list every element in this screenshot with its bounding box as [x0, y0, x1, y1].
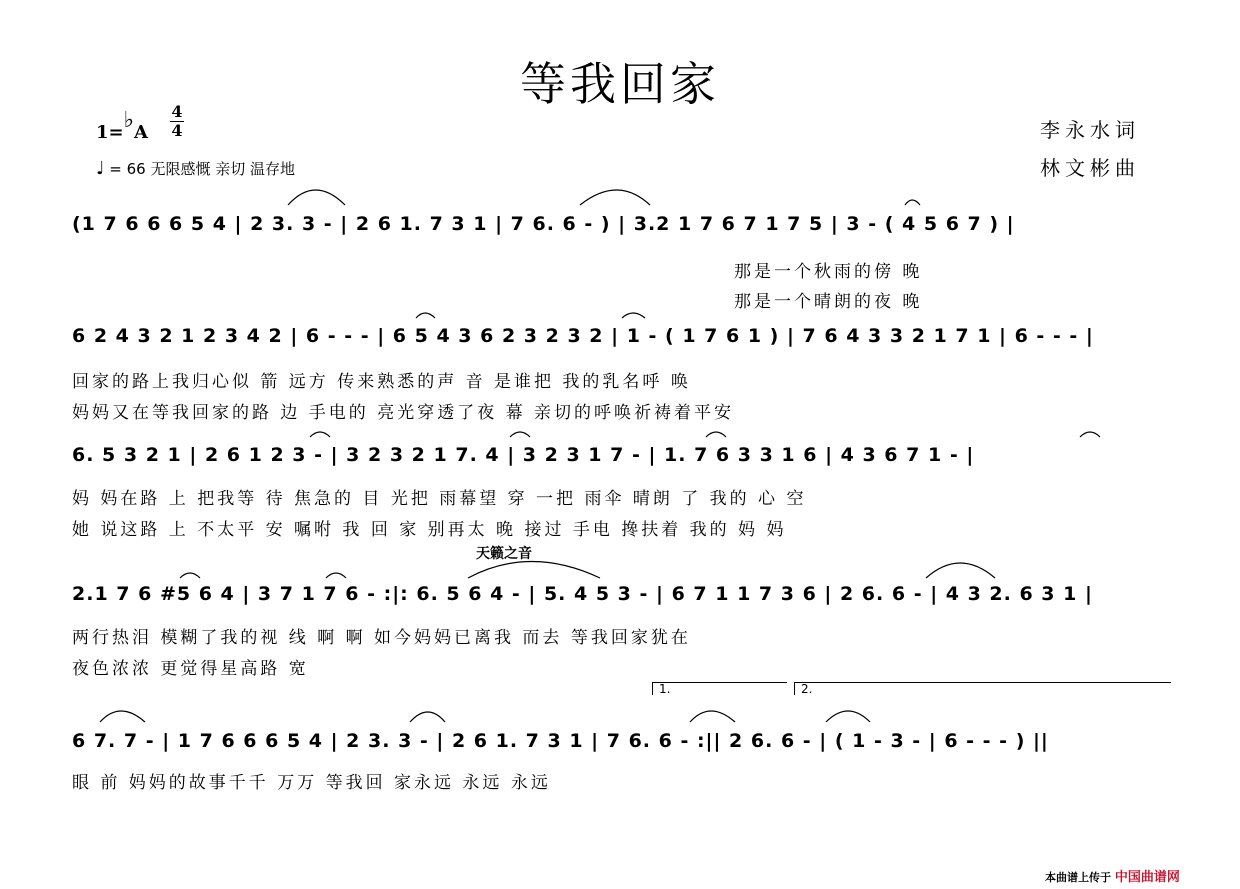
- slur-arc: [926, 563, 995, 578]
- slur-arc: [706, 432, 726, 437]
- lyric-verse-2: 她 说这路 上 不太平 安 嘱咐 我 回 家 别再太 晚 接过 手电 搀扶着 我的 妈 妈: [72, 520, 787, 540]
- lyric-verse-1: 那是一个秋雨的傍 晚: [734, 262, 923, 282]
- key-prefix: 1=: [96, 122, 124, 143]
- slur-arc: [180, 573, 200, 578]
- notation-line: 2.1 7 6 #5 6 4 | 3 7 1 7 6 - :|: 6. 5 6 4 - | 5. 4 5 3 - | 6 7 1 1 7 3 6 | 2 6. 6 - | 4 3 2. 6 3 1 |: [72, 583, 1093, 605]
- tempo-text: = 66 无限感慨 亲切 温存地: [109, 160, 296, 178]
- flat-symbol: ♭: [123, 108, 134, 133]
- slur-arc: [288, 190, 345, 205]
- slur-arc: [580, 190, 650, 205]
- slur-arc: [326, 573, 346, 578]
- site-logo: 中国曲谱网: [1114, 870, 1180, 885]
- footer-prefix: 本曲谱上传于: [1045, 871, 1111, 884]
- notation-line: 6. 5 3 2 1 | 2 6 1 2 3 - | 3 2 3 2 1 7. 4 | 3 2 3 1 7 - | 1. 7 6 3 3 1 6 | 4 3 6 7 1 - |: [72, 444, 975, 466]
- slur-arc: [905, 200, 920, 205]
- notation-line: (1 7 6 6 6 5 4 | 2 3. 3 - | 2 6 1. 7 3 1 | 7 6. 6 - ) | 3.2 1 7 6 7 1 7 5 | 3 - ( 4 5 6 7 ) |: [72, 213, 1015, 235]
- lyric-verse-1: 两行热泪 模糊了我的视 线 啊 啊 如今妈妈已离我 而去 等我回家犹在: [72, 628, 691, 648]
- key-note: A: [134, 122, 148, 143]
- lyric-verse-2: 那是一个晴朗的夜 晚: [734, 292, 923, 312]
- annotation: 天籁之音: [476, 546, 532, 562]
- slur-arc: [622, 313, 645, 318]
- ending-bracket-1: 1.: [652, 682, 787, 695]
- composer-credit: 林文彬曲: [1040, 156, 1140, 180]
- lyric-verse-1: 回家的路上我归心似 箭 远方 传来熟悉的声 音 是谁把 我的乳名呼 唤: [72, 372, 691, 392]
- slur-arc: [100, 711, 145, 722]
- meter-top: 4: [171, 102, 183, 121]
- slur-arc: [690, 711, 735, 722]
- upload-footer: [1045, 866, 1180, 885]
- notation-line: 6 7. 7 - | 1 7 6 6 6 5 4 | 2 3. 3 - | 2 6 1. 7 3 1 | 7 6. 6 - :|| 2 6. 6 - | ( 1 - 3 - | 6 - - - ) ||: [72, 730, 1049, 752]
- lyricist-credit: 李永水词: [1040, 118, 1140, 142]
- lyric-verse-1: 妈 妈在路 上 把我等 待 焦急的 目 光把 雨幕望 穿 一把 雨伞 晴朗 了 我的 心 空: [72, 489, 807, 509]
- slur-arc: [826, 711, 870, 722]
- page-title: 等我回家: [520, 57, 720, 111]
- slur-arc: [310, 432, 330, 437]
- slur-arc: [410, 712, 445, 722]
- slur-arc: [510, 432, 530, 437]
- meter-bottom: 4: [171, 121, 183, 140]
- notation-line: 6 2 4 3 2 1 2 3 4 2 | 6 - - - | 6 5 4 3 6 2 3 2 3 2 | 1 - ( 1 7 6 1 ) | 7 6 4 3 3 2 1 7 1 | 6 - - - |: [72, 325, 1094, 347]
- quarter-note-icon: ♩: [96, 158, 105, 179]
- ending-bracket-2: 2.: [794, 682, 1171, 695]
- slur-arc: [1080, 432, 1100, 437]
- slur-arc: [468, 562, 600, 579]
- lyric-verse-1: 眼 前 妈妈的故事千千 万万 等我回 家永远 永远 永远: [72, 773, 551, 793]
- lyric-verse-2: 夜色浓浓 更觉得星高路 宽: [72, 659, 309, 679]
- slur-arc: [416, 313, 435, 318]
- lyric-verse-2: 妈妈又在等我回家的路 边 手电的 亮光穿透了夜 幕 亲切的呼唤祈祷着平安: [72, 403, 735, 423]
